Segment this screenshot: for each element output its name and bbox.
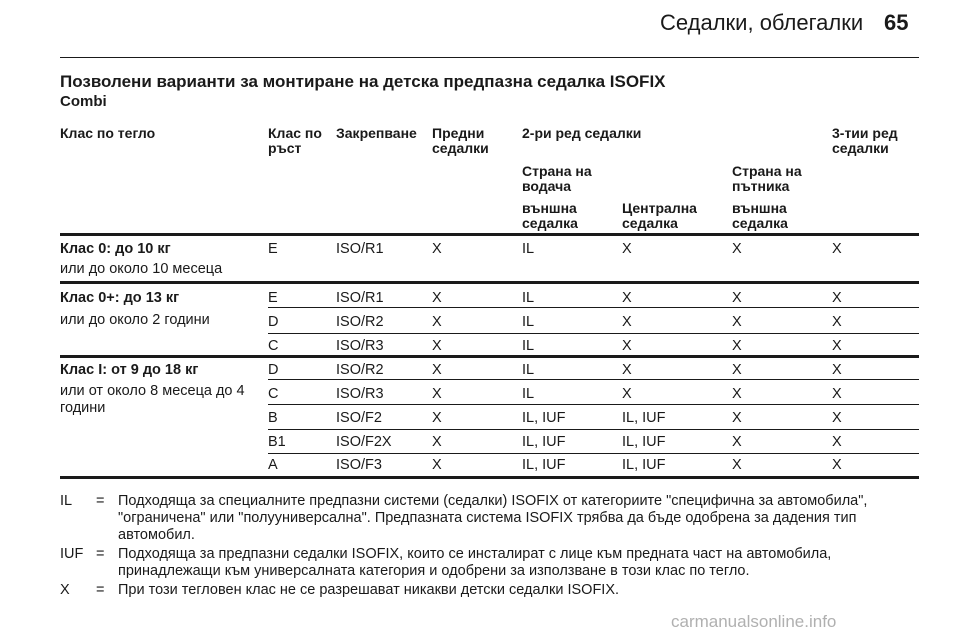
cell-row3: X xyxy=(832,386,842,402)
legend-text: Подходяща за специалните предпазни системи (седалки) ISOFIX от категориите "специфична за автомобила", "ограничена" или "полууниверсална". Предпазната система ISOFIX трябва да бъде одобрена за дадения тип автомобил. xyxy=(118,493,868,543)
cell-row3: X xyxy=(832,290,842,306)
header-weight-class: Клас по тегло xyxy=(60,125,156,141)
cell-row3: X xyxy=(832,241,842,257)
header-outer-seat: външна седалка xyxy=(522,200,578,231)
row-divider xyxy=(268,379,919,380)
header-fixture: Закрепване xyxy=(336,125,417,141)
cell-size-class: D xyxy=(268,314,279,330)
cell-fixture: ISO/R1 xyxy=(336,241,384,257)
document-subtitle: Combi xyxy=(60,93,107,110)
legend-key: X xyxy=(60,582,70,598)
group-label: Клас 0: до 10 кг xyxy=(60,241,171,257)
document-title: Позволени варианти за монтиране на детска предпазна седалка ISOFIX xyxy=(60,72,666,91)
header-divider xyxy=(60,57,919,58)
cell-row2-outer: IL xyxy=(522,338,535,354)
watermark: carmanualsonline.info xyxy=(671,612,837,631)
cell-row3: X xyxy=(832,338,842,354)
cell-row2-outer-passenger: X xyxy=(732,362,742,378)
cell-row2-center: X xyxy=(622,386,632,402)
legend-equals: = xyxy=(96,582,105,598)
header-center-seat: Централна седалка xyxy=(622,200,697,231)
cell-row2-outer: IL xyxy=(522,241,535,257)
table-header-rule xyxy=(60,233,919,236)
cell-row2-center: IL, IUF xyxy=(622,434,666,450)
cell-row2-outer-passenger: X xyxy=(732,457,742,473)
cell-size-class: A xyxy=(268,457,278,473)
cell-row2-outer-passenger: X xyxy=(732,290,742,306)
cell-front: X xyxy=(432,434,442,450)
cell-row2-outer-passenger: X xyxy=(732,434,742,450)
cell-front: X xyxy=(432,338,442,354)
cell-front: X xyxy=(432,457,442,473)
cell-fixture: ISO/F2 xyxy=(336,410,382,426)
cell-row2-center: X xyxy=(622,290,632,306)
cell-row2-outer: IL, IUF xyxy=(522,410,566,426)
cell-row2-outer-passenger: X xyxy=(732,314,742,330)
cell-row2-outer: IL xyxy=(522,314,535,330)
group-divider xyxy=(60,355,919,358)
cell-size-class: E xyxy=(268,290,278,306)
group-label: Клас 0+: до 13 кг xyxy=(60,290,180,306)
cell-size-class: D xyxy=(268,362,279,378)
legend-text: При този тегловен клас не се разрешават никакви детски седалки ISOFIX. xyxy=(118,582,620,598)
section-title: Седалки, облегалки xyxy=(660,10,864,35)
group-description: или от около 8 месеца до 4 години xyxy=(60,383,245,416)
cell-front: X xyxy=(432,314,442,330)
cell-row2-outer-passenger: X xyxy=(732,338,742,354)
cell-size-class: B xyxy=(268,410,278,426)
cell-front: X xyxy=(432,386,442,402)
header-row2: 2-ри ред седалки xyxy=(522,125,642,141)
cell-row2-center: IL, IUF xyxy=(622,410,666,426)
group-label: Клас I: от 9 до 18 кг xyxy=(60,362,199,378)
header-driver-side: Страна на водача xyxy=(522,163,592,194)
cell-size-class: E xyxy=(268,241,278,257)
cell-row2-outer: IL, IUF xyxy=(522,434,566,450)
header-outer-seat: външна седалка xyxy=(732,200,788,231)
legend-equals: = xyxy=(96,546,105,562)
cell-row2-center: X xyxy=(622,314,632,330)
page-number: 65 xyxy=(884,10,909,35)
cell-front: X xyxy=(432,410,442,426)
row-divider xyxy=(268,307,919,308)
group-description: или до около 2 години xyxy=(60,312,210,328)
cell-fixture: ISO/R2 xyxy=(336,362,384,378)
cell-row2-outer: IL, IUF xyxy=(522,457,566,473)
row-divider xyxy=(268,453,919,454)
cell-fixture: ISO/R1 xyxy=(336,290,384,306)
cell-size-class: C xyxy=(268,338,279,354)
cell-row2-outer-passenger: X xyxy=(732,241,742,257)
cell-front: X xyxy=(432,362,442,378)
row-divider xyxy=(268,404,919,405)
cell-row3: X xyxy=(832,457,842,473)
cell-fixture: ISO/R3 xyxy=(336,338,384,354)
legend-equals: = xyxy=(96,493,105,509)
cell-fixture: ISO/R2 xyxy=(336,314,384,330)
cell-row3: X xyxy=(832,434,842,450)
group-description: или до около 10 месеца xyxy=(60,261,223,277)
cell-row2-outer: IL xyxy=(522,362,535,378)
cell-row2-center: X xyxy=(622,338,632,354)
cell-row2-outer-passenger: X xyxy=(732,410,742,426)
legend-key: IUF xyxy=(60,546,84,562)
cell-front: X xyxy=(432,241,442,257)
cell-row3: X xyxy=(832,362,842,378)
cell-fixture: ISO/F3 xyxy=(336,457,382,473)
header-size-class: Клас по ръст xyxy=(268,125,322,156)
cell-row3: X xyxy=(832,410,842,426)
header-passenger-side: Страна на пътника xyxy=(732,163,802,194)
row-divider xyxy=(268,429,919,430)
cell-row2-center: X xyxy=(622,241,632,257)
cell-row2-center: X xyxy=(622,362,632,378)
cell-size-class: C xyxy=(268,386,279,402)
cell-front: X xyxy=(432,290,442,306)
cell-size-class: B1 xyxy=(268,434,286,450)
cell-fixture: ISO/R3 xyxy=(336,386,384,402)
group-divider xyxy=(60,281,919,284)
cell-row2-outer: IL xyxy=(522,386,535,402)
cell-row2-outer-passenger: X xyxy=(732,386,742,402)
cell-row2-center: IL, IUF xyxy=(622,457,666,473)
cell-fixture: ISO/F2X xyxy=(336,434,392,450)
row-divider xyxy=(268,333,919,334)
legend-text: Подходяща за предпазни седалки ISOFIX, които се инсталират с лице към предната част на автомобила, принадлежащи към универсалната категория и одобрени за използване в този клас по тегло. xyxy=(118,546,832,579)
cell-row2-outer: IL xyxy=(522,290,535,306)
cell-row3: X xyxy=(832,314,842,330)
header-row3: 3-тии ред седалки xyxy=(832,125,898,156)
header-front-seats: Предни седалки xyxy=(432,125,489,156)
table-bottom-rule xyxy=(60,476,919,479)
legend-key: IL xyxy=(60,493,73,509)
